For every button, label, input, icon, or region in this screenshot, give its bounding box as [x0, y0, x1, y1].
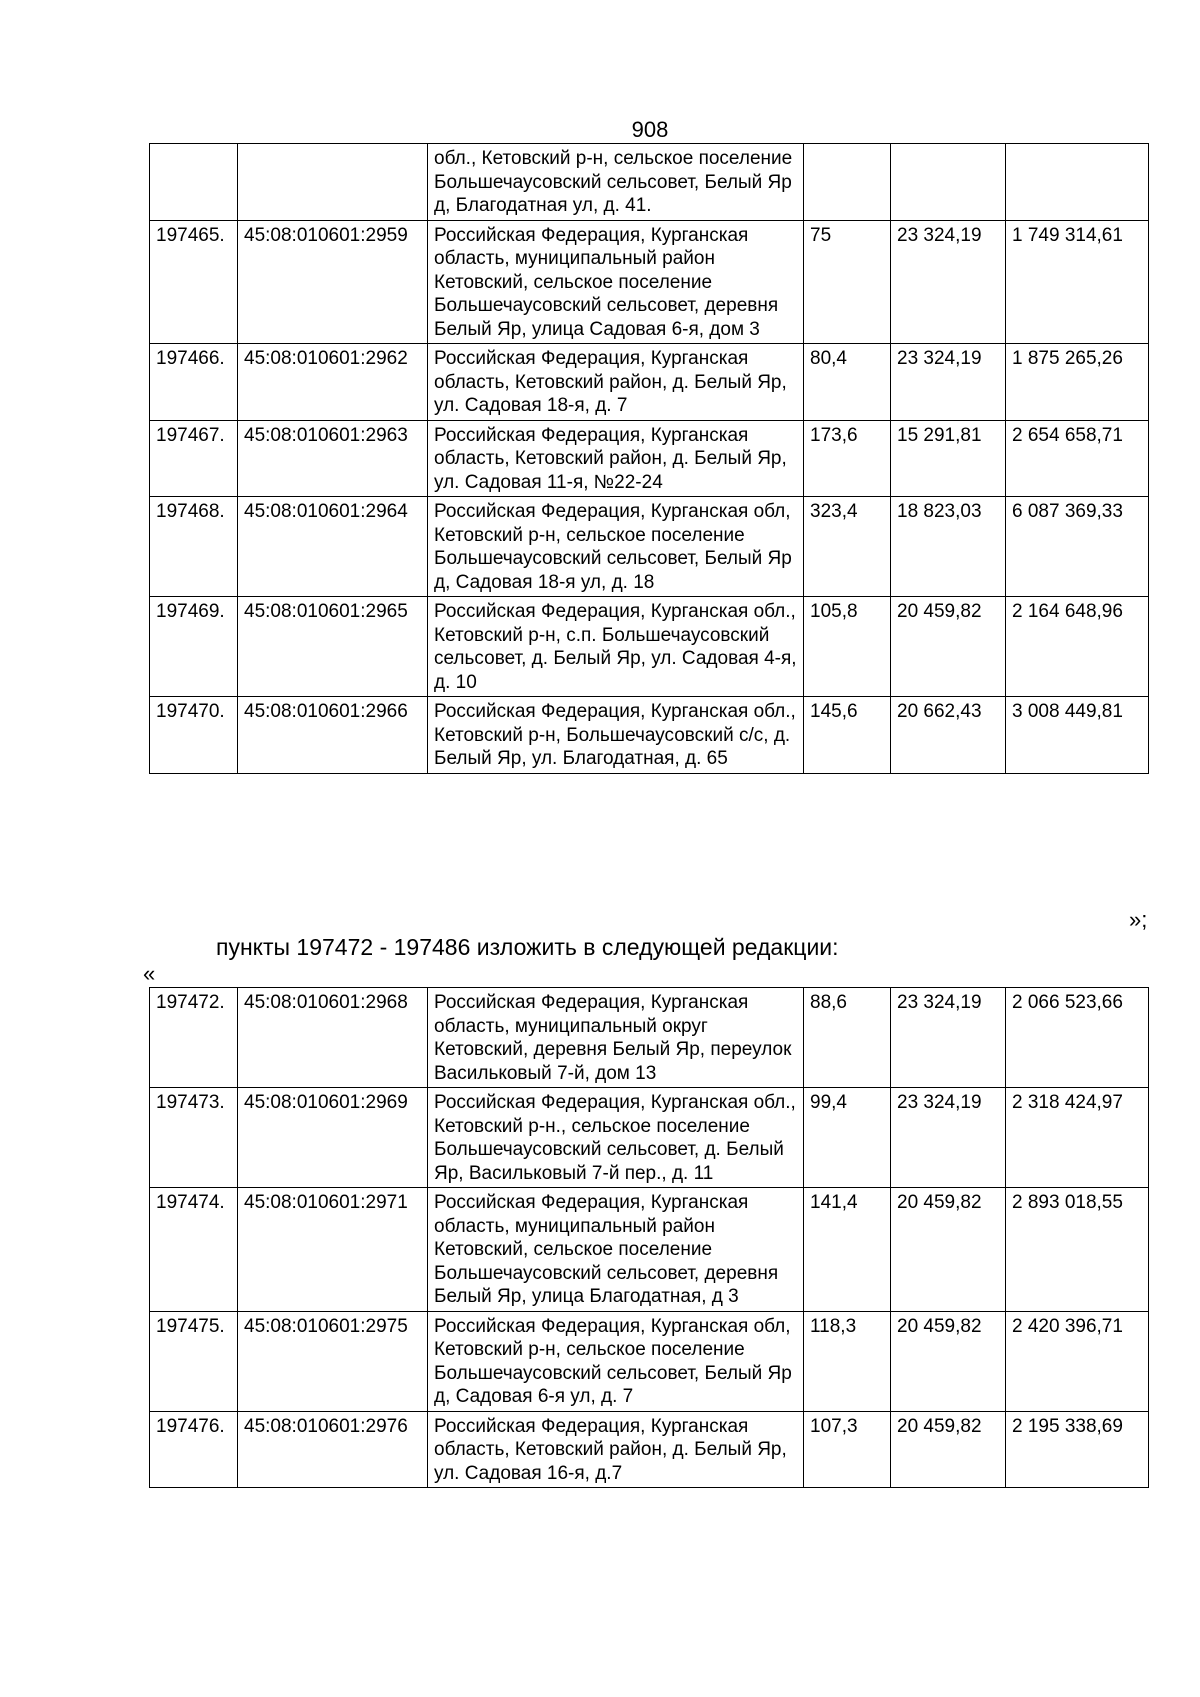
cell-cadastral-number: 45:08:010601:2959	[238, 220, 428, 344]
cell-cadastral-number: 45:08:010601:2976	[238, 1411, 428, 1488]
cell-unit-value: 23 324,19	[891, 220, 1006, 344]
cell-item-number: 197474.	[150, 1188, 238, 1312]
cell-cadastral-value: 2 318 424,97	[1006, 1088, 1149, 1188]
cell-cadastral-number: 45:08:010601:2964	[238, 497, 428, 597]
cell-cadastral-value: 2 066 523,66	[1006, 988, 1149, 1088]
table-row	[150, 144, 1149, 221]
cell-address: Российская Федерация, Курганская область, Кетовский район, д. Белый Яр, ул. Садовая 16-я, д.7	[428, 1411, 804, 1488]
table-row	[150, 1088, 1149, 1188]
amendment-instruction: пункты 197472 - 197486 изложить в следующей редакции:	[216, 934, 839, 960]
cell-cadastral-value	[1006, 144, 1149, 221]
cell-area	[804, 144, 891, 221]
cell-cadastral-value: 2 164 648,96	[1006, 597, 1149, 697]
cell-item-number: 197475.	[150, 1311, 238, 1411]
cell-area: 145,6	[804, 697, 891, 774]
cell-area: 75	[804, 220, 891, 344]
cell-address: Российская Федерация, Курганская обл., Кетовский р-н., сельское поселение Большечаусовский сельсовет, д. Белый Яр, Васильковый 7-й пер., д. 11	[428, 1088, 804, 1188]
table-row	[150, 597, 1149, 697]
cell-unit-value	[891, 144, 1006, 221]
cell-item-number: 197473.	[150, 1088, 238, 1188]
cell-address: Российская Федерация, Курганская область, муниципальный район Кетовский, сельское поселение Большечаусовский сельсовет, деревня Белый Яр, улица Садовая 6-я, дом 3	[428, 220, 804, 344]
cell-address: Российская Федерация, Курганская область, Кетовский район, д. Белый Яр, ул. Садовая 18-я, д. 7	[428, 344, 804, 421]
cell-item-number: 197466.	[150, 344, 238, 421]
cell-address: Российская Федерация, Курганская обл., Кетовский р-н, с.п. Большечаусовский сельсовет, д. Белый Яр, ул. Садовая 4-я, д. 10	[428, 597, 804, 697]
table-row	[150, 497, 1149, 597]
cell-item-number: 197467.	[150, 420, 238, 497]
cell-cadastral-number	[238, 144, 428, 221]
cell-area: 323,4	[804, 497, 891, 597]
cell-address: Российская Федерация, Курганская область, Кетовский район, д. Белый Яр, ул. Садовая 11-я, №22-24	[428, 420, 804, 497]
cell-cadastral-value: 1 875 265,26	[1006, 344, 1149, 421]
cell-item-number: 197465.	[150, 220, 238, 344]
cell-area: 88,6	[804, 988, 891, 1088]
table-row	[150, 1311, 1149, 1411]
cell-unit-value: 23 324,19	[891, 988, 1006, 1088]
cell-address: Российская Федерация, Курганская область, муниципальный округ Кетовский, деревня Белый Яр, переулок Васильковый 7-й, дом 13	[428, 988, 804, 1088]
cell-unit-value: 20 459,82	[891, 1411, 1006, 1488]
cell-area: 105,8	[804, 597, 891, 697]
cell-cadastral-value: 2 893 018,55	[1006, 1188, 1149, 1312]
cell-cadastral-value: 1 749 314,61	[1006, 220, 1149, 344]
closing-quote: »;	[1129, 907, 1148, 932]
cell-unit-value: 20 459,82	[891, 1188, 1006, 1312]
cell-address: Российская Федерация, Курганская область, муниципальный район Кетовский, сельское поселение Большечаусовский сельсовет, деревня Белый Яр, улица Благодатная, д 3	[428, 1188, 804, 1312]
cell-address: Российская Федерация, Курганская обл., Кетовский р-н, Большечаусовский с/с, д. Белый Яр, ул. Благодатная, д. 65	[428, 697, 804, 774]
cell-unit-value: 18 823,03	[891, 497, 1006, 597]
table-row	[150, 988, 1149, 1088]
cell-unit-value: 23 324,19	[891, 1088, 1006, 1188]
cell-area: 118,3	[804, 1311, 891, 1411]
register-table-top	[149, 143, 1149, 774]
table-row	[150, 420, 1149, 497]
cell-item-number: 197476.	[150, 1411, 238, 1488]
cell-item-number: 197468.	[150, 497, 238, 597]
cell-address: Российская Федерация, Курганская обл, Кетовский р-н, сельское поселение Большечаусовский сельсовет, Белый Яр д, Садовая 18-я ул, д. 18	[428, 497, 804, 597]
cell-cadastral-number: 45:08:010601:2965	[238, 597, 428, 697]
opening-quote: «	[143, 961, 156, 986]
cell-unit-value: 20 459,82	[891, 1311, 1006, 1411]
page-number: 908	[631, 117, 669, 142]
cell-item-number: 197472.	[150, 988, 238, 1088]
cell-area: 107,3	[804, 1411, 891, 1488]
cell-area: 80,4	[804, 344, 891, 421]
cell-unit-value: 15 291,81	[891, 420, 1006, 497]
cell-area: 141,4	[804, 1188, 891, 1312]
table-row	[150, 1411, 1149, 1488]
cell-cadastral-number: 45:08:010601:2968	[238, 988, 428, 1088]
cell-area: 99,4	[804, 1088, 891, 1188]
cell-address: Российская Федерация, Курганская обл, Кетовский р-н, сельское поселение Большечаусовский сельсовет, Белый Яр д, Садовая 6-я ул, д. 7	[428, 1311, 804, 1411]
register-table-bottom	[149, 987, 1149, 1488]
cell-area: 173,6	[804, 420, 891, 497]
cell-cadastral-number: 45:08:010601:2963	[238, 420, 428, 497]
cell-unit-value: 23 324,19	[891, 344, 1006, 421]
cell-unit-value: 20 459,82	[891, 597, 1006, 697]
cell-cadastral-number: 45:08:010601:2975	[238, 1311, 428, 1411]
cell-cadastral-number: 45:08:010601:2971	[238, 1188, 428, 1312]
cell-cadastral-number: 45:08:010601:2969	[238, 1088, 428, 1188]
table-row	[150, 697, 1149, 774]
table-row	[150, 344, 1149, 421]
cell-item-number	[150, 144, 238, 221]
cell-cadastral-value: 3 008 449,81	[1006, 697, 1149, 774]
cell-address: обл., Кетовский р-н, сельское поселение Большечаусовский сельсовет, Белый Яр д, Благодатная ул, д. 41.	[428, 144, 804, 221]
cell-cadastral-number: 45:08:010601:2962	[238, 344, 428, 421]
cell-unit-value: 20 662,43	[891, 697, 1006, 774]
cell-cadastral-number: 45:08:010601:2966	[238, 697, 428, 774]
cell-cadastral-value: 2 420 396,71	[1006, 1311, 1149, 1411]
table-row	[150, 220, 1149, 344]
cell-item-number: 197470.	[150, 697, 238, 774]
cell-cadastral-value: 6 087 369,33	[1006, 497, 1149, 597]
cell-item-number: 197469.	[150, 597, 238, 697]
cell-cadastral-value: 2 195 338,69	[1006, 1411, 1149, 1488]
table-row	[150, 1188, 1149, 1312]
cell-cadastral-value: 2 654 658,71	[1006, 420, 1149, 497]
